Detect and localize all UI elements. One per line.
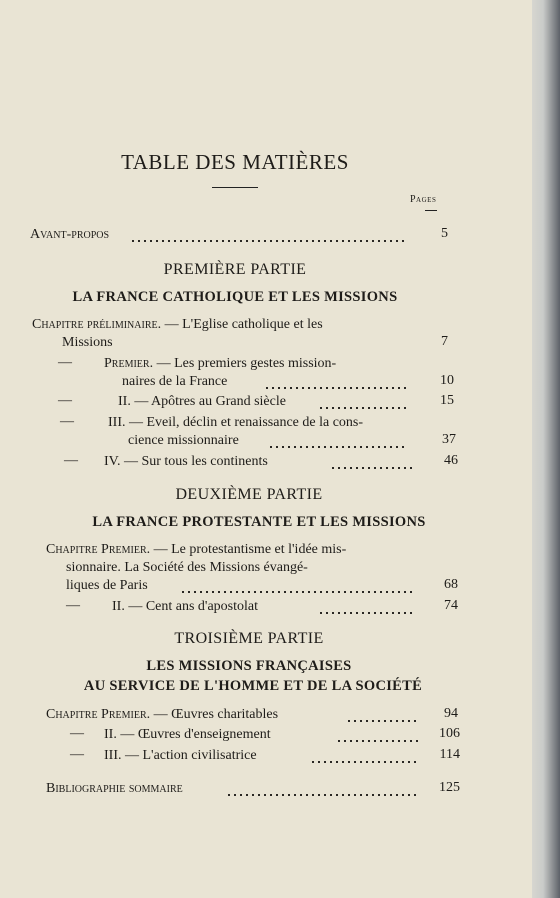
toc-entry: II. — Cent ans d'apostolat	[112, 599, 258, 614]
leader-dots	[268, 445, 408, 449]
toc-entry: Chapitre préliminaire. — L'Eglise catholique et les	[32, 317, 323, 332]
page-number: 68	[444, 577, 458, 592]
page-number: 94	[444, 706, 458, 721]
page-number: 10	[440, 373, 454, 388]
leader-dots	[346, 719, 418, 723]
leader-dots	[264, 386, 408, 390]
ditto-dash: —	[60, 414, 74, 429]
toc-entry-cont: Missions	[62, 335, 113, 350]
part-label: TROISIÈME PARTIE	[174, 630, 324, 647]
toc-entry: Chapitre Premier. — Le protestantisme et l'idée mis-	[46, 542, 347, 557]
pages-rule	[425, 210, 437, 211]
page-number: 106	[439, 726, 460, 741]
toc-entry: II. — Apôtres au Grand siècle	[118, 394, 286, 409]
toc-entry-cont: naires de la France	[122, 374, 228, 389]
ditto-dash: —	[66, 598, 80, 613]
page-number: 74	[444, 598, 458, 613]
ditto-dash: —	[58, 393, 72, 408]
toc-entry-cont: liques de Paris	[66, 578, 148, 593]
leader-dots	[226, 793, 418, 797]
toc-entry: III. — L'action civilisatrice	[104, 748, 257, 763]
ditto-dash: —	[64, 453, 78, 468]
toc-entry-bibliographie: Bibliographie sommaire	[46, 781, 183, 796]
part-label: PREMIÈRE PARTIE	[163, 261, 307, 278]
part-heading: LA FRANCE CATHOLIQUE ET LES MISSIONS	[72, 289, 398, 305]
toc-entry: II. — Œuvres d'enseignement	[104, 727, 271, 742]
leader-dots	[310, 760, 418, 764]
part-heading: LA FRANCE PROTESTANTE ET LES MISSIONS	[92, 514, 426, 530]
page-number: 125	[439, 780, 460, 795]
leader-dots	[318, 406, 408, 410]
toc-entry-cont: cience missionnaire	[128, 433, 239, 448]
part-heading: LES MISSIONS FRANÇAISES	[146, 658, 352, 674]
ditto-dash: —	[70, 726, 84, 741]
leader-dots	[330, 466, 414, 470]
leader-dots	[130, 239, 408, 243]
page-number: 114	[439, 747, 460, 762]
toc-entry: Chapitre Premier. — Œuvres charitables	[46, 707, 279, 722]
toc-entry: Premier. — Les premiers gestes mission-	[104, 356, 337, 371]
toc-entry: III. — Eveil, déclin et renaissance de la cons-	[108, 415, 364, 430]
leader-dots	[336, 739, 418, 743]
page-edge-background	[532, 0, 560, 898]
toc-entry-cont: sionnaire. La Société des Missions évangé-	[66, 560, 308, 575]
page-number: 5	[441, 226, 448, 241]
ditto-dash: —	[58, 355, 72, 370]
page-title: TABLE DES MATIÈRES	[121, 150, 349, 174]
page-number: 15	[440, 393, 454, 408]
toc-entry-avant-propos: Avant-propos	[30, 227, 110, 242]
title-rule	[212, 187, 258, 188]
leader-dots	[180, 590, 416, 594]
part-heading: AU SERVICE DE L'HOMME ET DE LA SOCIÉTÉ	[83, 678, 423, 694]
page-number: 7	[441, 334, 448, 349]
pages-column-label: Pages	[410, 194, 437, 205]
ditto-dash: —	[70, 747, 84, 762]
leader-dots	[318, 611, 416, 615]
toc-entry: IV. — Sur tous les continents	[104, 454, 268, 469]
page-number: 46	[444, 453, 458, 468]
part-label: DEUXIÈME PARTIE	[175, 486, 323, 503]
page-number: 37	[442, 432, 456, 447]
